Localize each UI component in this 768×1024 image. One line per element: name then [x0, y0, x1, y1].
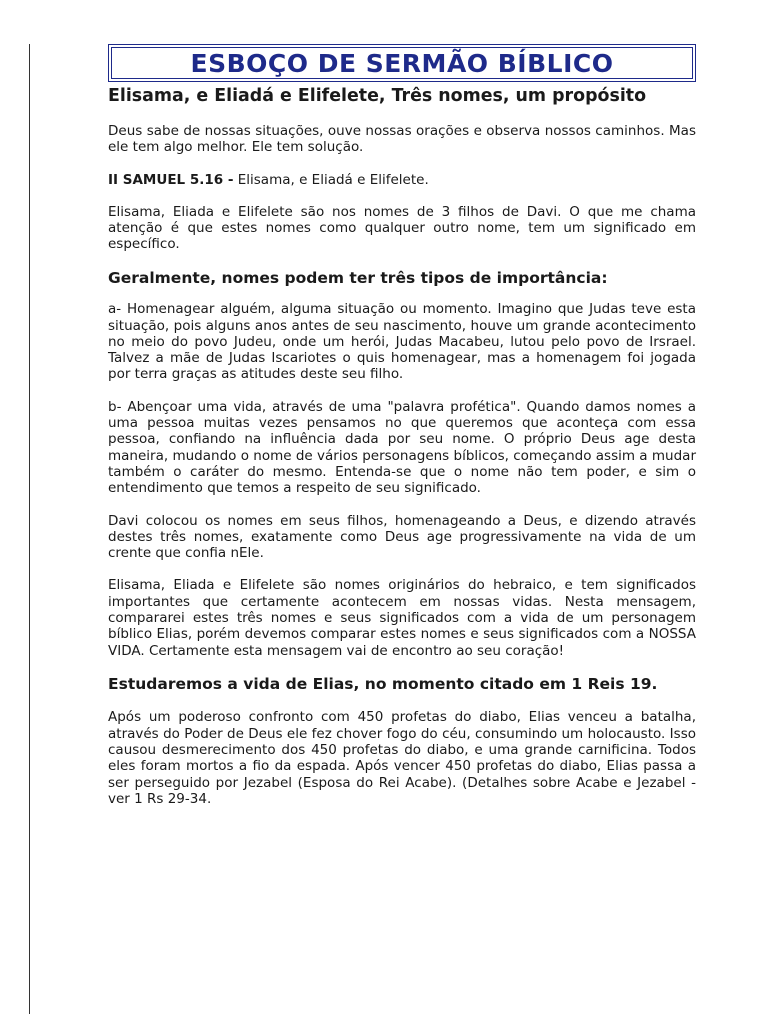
scripture-reference — [108, 172, 696, 188]
reference-text: Elisama, e Eliadá e Elifelete. — [233, 171, 429, 188]
page-margin-line — [29, 44, 30, 1014]
importance-subheading: Geralmente, nomes podem ter três tipos de importância: — [108, 268, 608, 287]
elias-subheading: Estudaremos a vida de Elias, no momento citado em 1 Reis 19. — [108, 674, 658, 693]
origin-paragraph: Elisama, Eliada e Elifelete são nomes originários do hebraico, e tem significados importantes que certamente acontecem em nossas vidas. Nesta mensagem, compararei estes três nomes e seus significados com a vida de um personagem bíblico Elias, porém devemos comparar estes nomes e seus significados com a NOSSA VIDA. Certamente esta mensagem vai de encontro ao seu coração! — [108, 577, 696, 659]
names-paragraph: Elisama, Eliada e Elifelete são nos nomes de 3 filhos de Davi. O que me chama atenção é que estes nomes como qualquer outro nome, tem um significado em específico. — [108, 203, 696, 253]
point-a-paragraph: a- Homenagear alguém, alguma situação ou momento. Imagino que Judas teve esta situação, pois alguns anos antes de seu nascimento, houve um grande acontecimento no meio do povo Judeu, onde um herói, Judas Macabeu, lutou pelo povo de Irsrael. Talvez a mãe de Judas Iscariotes o quis homenagear, mas a homenagem foi jogada por terra graças as atitudes deste seu filho. — [108, 301, 696, 383]
document-title: ESBOÇO DE SERMÃO BÍBLICO — [111, 47, 693, 79]
davi-paragraph: Davi colocou os nomes em seus filhos, homenageando a Deus, e dizendo através destes três nomes, exatamente como Deus age progressivamente na vida de um crente que confia nEle. — [108, 512, 696, 562]
document-page — [108, 44, 696, 807]
intro-paragraph: Deus sabe de nossas situações, ouve nossas orações e observa nossos caminhos. Mas ele tem algo melhor. Ele tem solução. — [108, 123, 696, 156]
title-frame — [108, 44, 696, 82]
reference-label: II SAMUEL 5.16 - — [108, 171, 234, 188]
sermon-heading: Elisama, e Eliadá e Elifelete, Três nomes, um propósito — [108, 86, 647, 106]
point-b-paragraph: b- Abençoar uma vida, através de uma "palavra profética". Quando damos nomes a uma pessoa muitas vezes pensamos no que queremos que aconteça com essa pessoa, confiando na influência dada por seu nome. O próprio Deus age desta maneira, mudando o nome de vários personagens bíblicos, começando assim a mudar também o caráter do mesmo. Entenda-se que o nome não tem poder, e sim o entendimento que temos a respeito de seu significado. — [108, 398, 696, 497]
elias-paragraph: Após um poderoso confronto com 450 profetas do diabo, Elias venceu a batalha, através do Poder de Deus ele fez chover fogo do céu, consumindo um holocausto. Isso causou desmerecimento dos 450 profetas do diabo, e uma grande carnificina. Todos eles foram mortos a fio da espada. Após vencer 450 profetas do diabo, Elias passa a ser perseguido por Jezabel (Esposa do Rei Acabe). (Detalhes sobre Acabe e Jezabel - ver 1 Rs 29-34. — [108, 709, 696, 807]
